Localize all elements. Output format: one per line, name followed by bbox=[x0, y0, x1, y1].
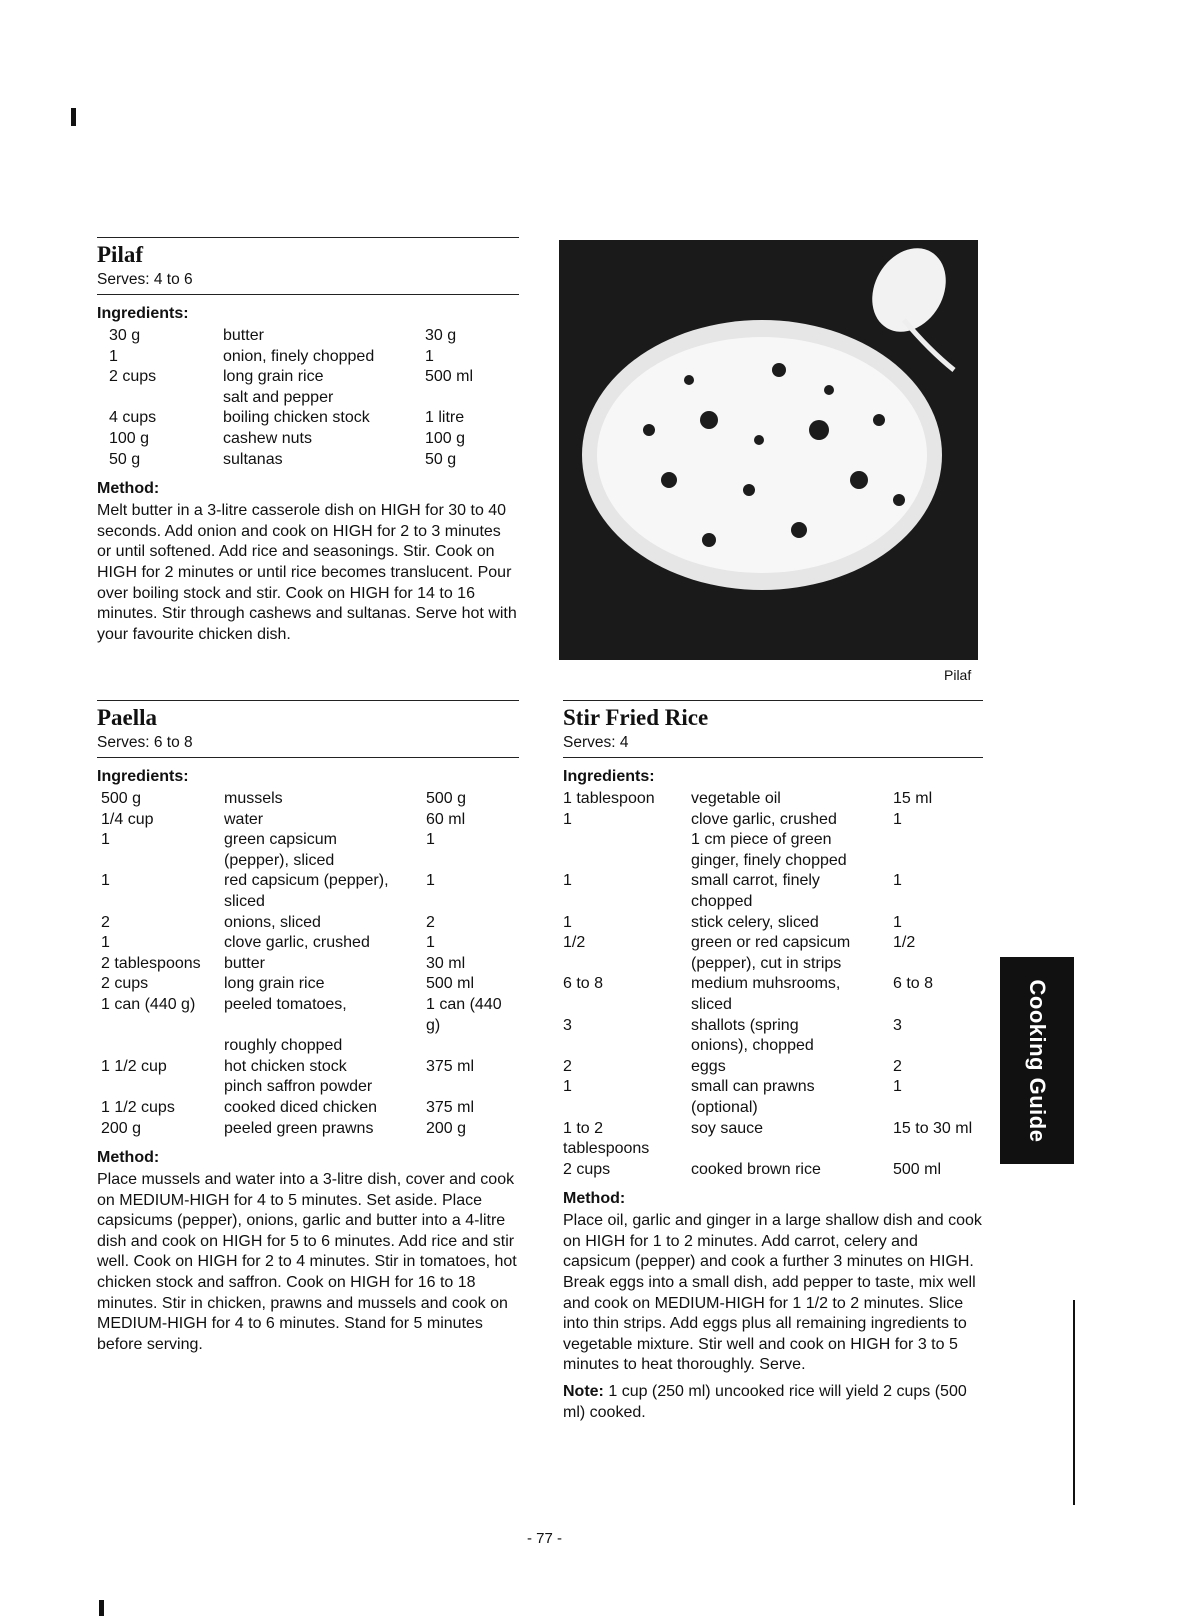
scan-mark bbox=[71, 108, 76, 126]
ingredient-name: roughly chopped bbox=[224, 1037, 343, 1055]
ingredient-metric: 1/2 bbox=[893, 934, 916, 952]
ingredient-quantity: 1 can (440 g) bbox=[101, 995, 196, 1013]
ingredient-quantity: 50 g bbox=[109, 450, 141, 468]
ingredient-metric: 200 g bbox=[426, 1119, 467, 1137]
ingredient-row bbox=[97, 1036, 519, 1057]
ingredient-name: long grain rice bbox=[224, 975, 325, 993]
ingredient-metric: 1 bbox=[425, 347, 434, 365]
photo-caption: Pilaf bbox=[944, 667, 972, 683]
ingredient-name: small carrot, finely bbox=[691, 872, 820, 890]
ingredient-quantity: 2 cups bbox=[563, 1160, 611, 1178]
ingredient-name: vegetable oil bbox=[691, 790, 781, 807]
ingredient-metric bbox=[893, 892, 972, 913]
ingredient-quantity: 3 bbox=[563, 1016, 572, 1034]
ingredient-row bbox=[563, 995, 972, 1016]
ingredient-name: salt and pepper bbox=[223, 388, 334, 406]
recipe-title: Pilaf bbox=[97, 237, 519, 268]
ingredient-name: pinch saffron powder bbox=[224, 1078, 373, 1096]
ingredient-metric: 1 bbox=[893, 810, 902, 828]
ingredient-metric: 375 ml bbox=[426, 1057, 475, 1075]
ingredient-row bbox=[97, 892, 519, 913]
ingredients-heading: Ingredients: bbox=[563, 768, 655, 785]
ingredients-heading: Ingredients: bbox=[97, 768, 189, 785]
ingredient-metric: 30 ml bbox=[426, 954, 466, 972]
ingredient-name: mussels bbox=[224, 790, 283, 807]
ingredient-metric bbox=[893, 1139, 972, 1160]
ingredient-metric: 2 bbox=[426, 913, 435, 931]
method-text: Place mussels and water into a 3-litre dish, cover and cook on MEDIUM-HIGH for 4 to 5 minutes. Set aside. Place capsicums (pepper), onions, garlic and butter into a 4-litre dish and cook on HIGH for 5 to 6 minutes. Add rice and stir well. Cook on HIGH for 2 to 4 minutes. Stir in tomatoes, hot chicken stock and saffron. Cook on HIGH for 16 to 18 minutes. Stir in chicken, prawns and mussels and cook on MEDIUM-HIGH for 4 to 6 minutes. Stand for 5 minutes before serving. bbox=[97, 1171, 517, 1353]
ingredient-row bbox=[97, 954, 519, 975]
ingredient-row bbox=[97, 450, 473, 471]
ingredient-row bbox=[563, 871, 972, 892]
note bbox=[563, 1382, 983, 1423]
ingredient-row bbox=[97, 1119, 519, 1140]
ingredient-metric bbox=[893, 830, 972, 851]
ingredient-row bbox=[97, 1077, 519, 1098]
ingredient-name: stick celery, sliced bbox=[691, 913, 819, 931]
ingredient-row bbox=[97, 789, 519, 810]
ingredient-row bbox=[97, 1057, 519, 1078]
ingredient-metric bbox=[426, 851, 519, 872]
ingredient-name: eggs bbox=[691, 1057, 726, 1075]
ingredient-quantity: 1 to 2 bbox=[563, 1119, 604, 1137]
method-text: Place oil, garlic and ginger in a large shallow dish and cook on HIGH for 1 to 2 minutes. Add carrot, celery and capsicum (pepper) and cook a further 3 minutes on HIGH. Break eggs into a small dish, add pepper to taste, mix well and cook on MEDIUM-HIGH for 1 1/2 to 2 minutes. Slice into thin strips. Add eggs plus all remaining ingredients to vegetable mixture. Stir well and cook on HIGH for 3 to 5 minutes to heat thoroughly. Serve. bbox=[563, 1212, 982, 1374]
ingredient-metric: 60 ml bbox=[426, 810, 466, 828]
section-tab bbox=[1000, 957, 1074, 1164]
ingredient-metric bbox=[426, 892, 519, 913]
ingredient-quantity: 1 bbox=[109, 347, 118, 365]
ingredient-row bbox=[97, 388, 473, 409]
ingredient-metric: 3 bbox=[893, 1016, 902, 1034]
ingredients-heading: Ingredients: bbox=[97, 305, 189, 322]
recipe-stir-fried-rice bbox=[563, 700, 983, 1423]
ingredient-row bbox=[97, 367, 473, 388]
ingredient-quantity bbox=[563, 954, 691, 975]
ingredient-quantity bbox=[97, 1036, 224, 1057]
method-heading: Method: bbox=[97, 1149, 160, 1167]
ingredient-name: small can prawns bbox=[691, 1078, 815, 1096]
ingredient-row bbox=[563, 810, 972, 831]
method-heading: Method: bbox=[563, 1190, 626, 1208]
ingredient-name: sliced bbox=[691, 995, 732, 1013]
ingredient-metric: 2 bbox=[893, 1057, 902, 1075]
ingredient-row bbox=[97, 326, 473, 347]
ingredient-quantity bbox=[563, 892, 691, 913]
ingredient-row bbox=[563, 851, 972, 872]
ingredients-table bbox=[563, 789, 972, 1180]
ingredient-quantity: 1 bbox=[101, 831, 110, 849]
ingredient-quantity: 2 tablespoons bbox=[101, 954, 201, 972]
ingredient-name: soy sauce bbox=[691, 1119, 764, 1137]
recipe-pilaf bbox=[97, 237, 519, 645]
ingredient-row bbox=[563, 1016, 972, 1037]
ingredient-name: sliced bbox=[224, 892, 265, 910]
ingredient-quantity: 200 g bbox=[101, 1119, 142, 1137]
recipe-paella bbox=[97, 700, 519, 1355]
ingredient-metric bbox=[893, 1098, 972, 1119]
ingredient-row bbox=[97, 810, 519, 831]
ingredient-name: onions, sliced bbox=[224, 913, 321, 931]
ingredient-row bbox=[563, 830, 972, 851]
ingredient-quantity: tablespoons bbox=[563, 1140, 650, 1158]
ingredient-row bbox=[97, 830, 519, 851]
ingredient-metric bbox=[893, 995, 972, 1016]
ingredient-quantity bbox=[563, 1098, 691, 1119]
recipe-title: Stir Fried Rice bbox=[563, 700, 983, 731]
ingredient-row bbox=[563, 913, 972, 934]
ingredient-metric: 1 bbox=[893, 913, 902, 931]
note-label: Note: bbox=[563, 1383, 604, 1401]
ingredient-metric: 15 ml bbox=[893, 790, 933, 807]
ingredient-row bbox=[563, 1077, 972, 1098]
ingredient-name: water bbox=[224, 810, 264, 828]
ingredients-table bbox=[97, 789, 519, 1139]
ingredient-row bbox=[563, 1160, 972, 1181]
ingredient-metric bbox=[425, 388, 473, 409]
ingredient-row bbox=[563, 892, 972, 913]
ingredient-row bbox=[97, 995, 519, 1036]
ingredient-row bbox=[563, 933, 972, 954]
ingredient-name: long grain rice bbox=[223, 368, 324, 386]
ingredient-row bbox=[97, 1098, 519, 1119]
ingredient-quantity bbox=[563, 1036, 691, 1057]
ingredient-name: hot chicken stock bbox=[224, 1057, 347, 1075]
ingredient-quantity: 1 bbox=[563, 810, 572, 828]
ingredient-quantity: 1 bbox=[101, 872, 110, 890]
ingredient-metric: 50 g bbox=[425, 450, 457, 468]
ingredient-metric: 1 bbox=[893, 872, 902, 890]
ingredient-quantity bbox=[97, 388, 223, 409]
ingredient-metric: 100 g bbox=[425, 429, 466, 447]
ingredient-quantity bbox=[97, 1077, 224, 1098]
ingredient-name: medium muhsrooms, bbox=[691, 975, 841, 993]
ingredient-name: (pepper), cut in strips bbox=[691, 954, 842, 972]
ingredient-row bbox=[97, 933, 519, 954]
ingredient-metric: 1 can (440 g) bbox=[426, 995, 502, 1034]
ingredient-name: cashew nuts bbox=[223, 429, 312, 447]
ingredient-name: green capsicum bbox=[224, 831, 337, 849]
ingredient-metric bbox=[893, 851, 972, 872]
ingredient-row bbox=[97, 851, 519, 872]
ingredient-metric: 1 litre bbox=[425, 409, 465, 427]
ingredient-quantity: 2 cups bbox=[109, 368, 157, 386]
ingredient-name: (pepper), sliced bbox=[224, 851, 335, 869]
ingredient-row bbox=[97, 347, 473, 368]
ingredient-name: peeled green prawns bbox=[224, 1119, 374, 1137]
ingredient-quantity: 1 bbox=[563, 872, 572, 890]
ingredient-row bbox=[97, 871, 519, 892]
ingredient-quantity: 4 cups bbox=[109, 409, 157, 427]
method-text: Melt butter in a 3-litre casserole dish on HIGH for 30 to 40 seconds. Add onion and cook on HIGH for 2 to 3 minutes or until softened. Add rice and seasonings. Stir. Cook on HIGH for 2 minutes or until rice becomes translucent. Pour over boiling stock and stir. Cook on HIGH for 14 to 16 minutes. Stir through cashews and sultanas. Serve hot with your favourite chicken dish. bbox=[97, 502, 517, 643]
ingredient-metric bbox=[893, 1036, 972, 1057]
ingredient-name bbox=[691, 1139, 893, 1160]
ingredient-metric: 500 ml bbox=[426, 975, 475, 993]
ingredient-name: ginger, finely chopped bbox=[691, 851, 847, 869]
ingredient-quantity: 1 bbox=[563, 913, 572, 931]
ingredient-metric: 500 ml bbox=[893, 1160, 942, 1178]
note-text: 1 cup (250 ml) uncooked rice will yield 2 cups (500 ml) cooked. bbox=[563, 1383, 967, 1421]
ingredient-quantity bbox=[563, 995, 691, 1016]
method-heading: Method: bbox=[97, 480, 160, 498]
ingredient-row bbox=[563, 1057, 972, 1078]
ingredient-name: peeled tomatoes, bbox=[224, 995, 347, 1013]
ingredient-name: boiling chicken stock bbox=[223, 409, 370, 427]
ingredient-row bbox=[563, 789, 972, 810]
ingredient-row bbox=[563, 974, 972, 995]
ingredient-name: clove garlic, crushed bbox=[224, 934, 370, 952]
ingredient-name: red capsicum (pepper), bbox=[224, 872, 389, 890]
ingredient-name: onions), chopped bbox=[691, 1037, 814, 1055]
ingredient-quantity: 1 1/2 cup bbox=[101, 1057, 167, 1075]
ingredient-quantity bbox=[563, 851, 691, 872]
ingredient-name: sultanas bbox=[223, 450, 283, 468]
ingredient-metric: 1 bbox=[426, 872, 435, 890]
ingredient-name: cooked diced chicken bbox=[224, 1098, 377, 1116]
ingredient-row bbox=[97, 913, 519, 934]
ingredient-quantity: 2 bbox=[563, 1057, 572, 1075]
ingredient-quantity: 1/4 cup bbox=[101, 810, 154, 828]
ingredient-metric: 500 g bbox=[426, 790, 467, 807]
page-number: - 77 - bbox=[527, 1530, 563, 1547]
ingredient-metric: 1 bbox=[426, 831, 435, 849]
ingredient-metric bbox=[426, 1036, 519, 1057]
ingredient-metric: 15 to 30 ml bbox=[893, 1119, 973, 1137]
scan-mark bbox=[1073, 1300, 1075, 1505]
ingredient-name: butter bbox=[223, 327, 264, 344]
ingredient-quantity: 30 g bbox=[109, 327, 141, 344]
ingredient-name: clove garlic, crushed bbox=[691, 810, 837, 828]
ingredient-metric: 375 ml bbox=[426, 1098, 475, 1116]
ingredient-quantity: 6 to 8 bbox=[563, 975, 604, 993]
ingredient-name: (optional) bbox=[691, 1098, 758, 1116]
ingredient-quantity: 2 cups bbox=[101, 975, 149, 993]
ingredient-quantity: 1 bbox=[563, 1078, 572, 1096]
recipe-title: Paella bbox=[97, 700, 519, 731]
ingredient-row bbox=[563, 1119, 972, 1140]
ingredient-quantity: 1 bbox=[101, 934, 110, 952]
ingredient-name: shallots (spring bbox=[691, 1016, 799, 1034]
ingredient-row bbox=[563, 1098, 972, 1119]
ingredient-row bbox=[563, 1139, 972, 1160]
section-tab-label: Cooking Guide bbox=[1025, 979, 1050, 1142]
serves: Serves: 4 to 6 bbox=[97, 270, 519, 295]
ingredient-quantity: 1/2 bbox=[563, 934, 586, 952]
ingredient-name: onion, finely chopped bbox=[223, 347, 375, 365]
ingredient-row bbox=[97, 408, 473, 429]
ingredient-metric: 1 bbox=[893, 1078, 902, 1096]
serves: Serves: 4 bbox=[563, 733, 983, 758]
ingredient-row bbox=[563, 1036, 972, 1057]
ingredient-metric bbox=[893, 954, 972, 975]
pilaf-photo bbox=[559, 240, 978, 660]
ingredient-metric bbox=[426, 1077, 519, 1098]
ingredient-name: chopped bbox=[691, 892, 753, 910]
ingredient-quantity: 500 g bbox=[101, 790, 142, 807]
ingredient-quantity: 1 tablespoon bbox=[563, 790, 655, 807]
ingredient-metric: 500 ml bbox=[425, 368, 474, 386]
ingredient-metric: 1 bbox=[426, 934, 435, 952]
ingredient-quantity bbox=[563, 830, 691, 851]
ingredient-quantity: 1 1/2 cups bbox=[101, 1098, 175, 1116]
ingredient-metric: 6 to 8 bbox=[893, 975, 934, 993]
ingredient-quantity bbox=[97, 851, 224, 872]
ingredient-quantity bbox=[97, 892, 224, 913]
ingredient-row bbox=[97, 974, 519, 995]
ingredient-row bbox=[97, 429, 473, 450]
ingredient-name: green or red capsicum bbox=[691, 934, 851, 952]
ingredient-metric: 30 g bbox=[425, 327, 457, 344]
ingredients-table bbox=[97, 326, 473, 470]
serves: Serves: 6 to 8 bbox=[97, 733, 519, 758]
ingredient-name: butter bbox=[224, 954, 265, 972]
ingredient-quantity: 2 bbox=[101, 913, 110, 931]
ingredient-name: 1 cm piece of green bbox=[691, 831, 832, 849]
scan-mark bbox=[99, 1600, 104, 1616]
ingredient-quantity: 100 g bbox=[109, 429, 150, 447]
ingredient-row bbox=[563, 954, 972, 975]
ingredient-name: cooked brown rice bbox=[691, 1160, 821, 1178]
